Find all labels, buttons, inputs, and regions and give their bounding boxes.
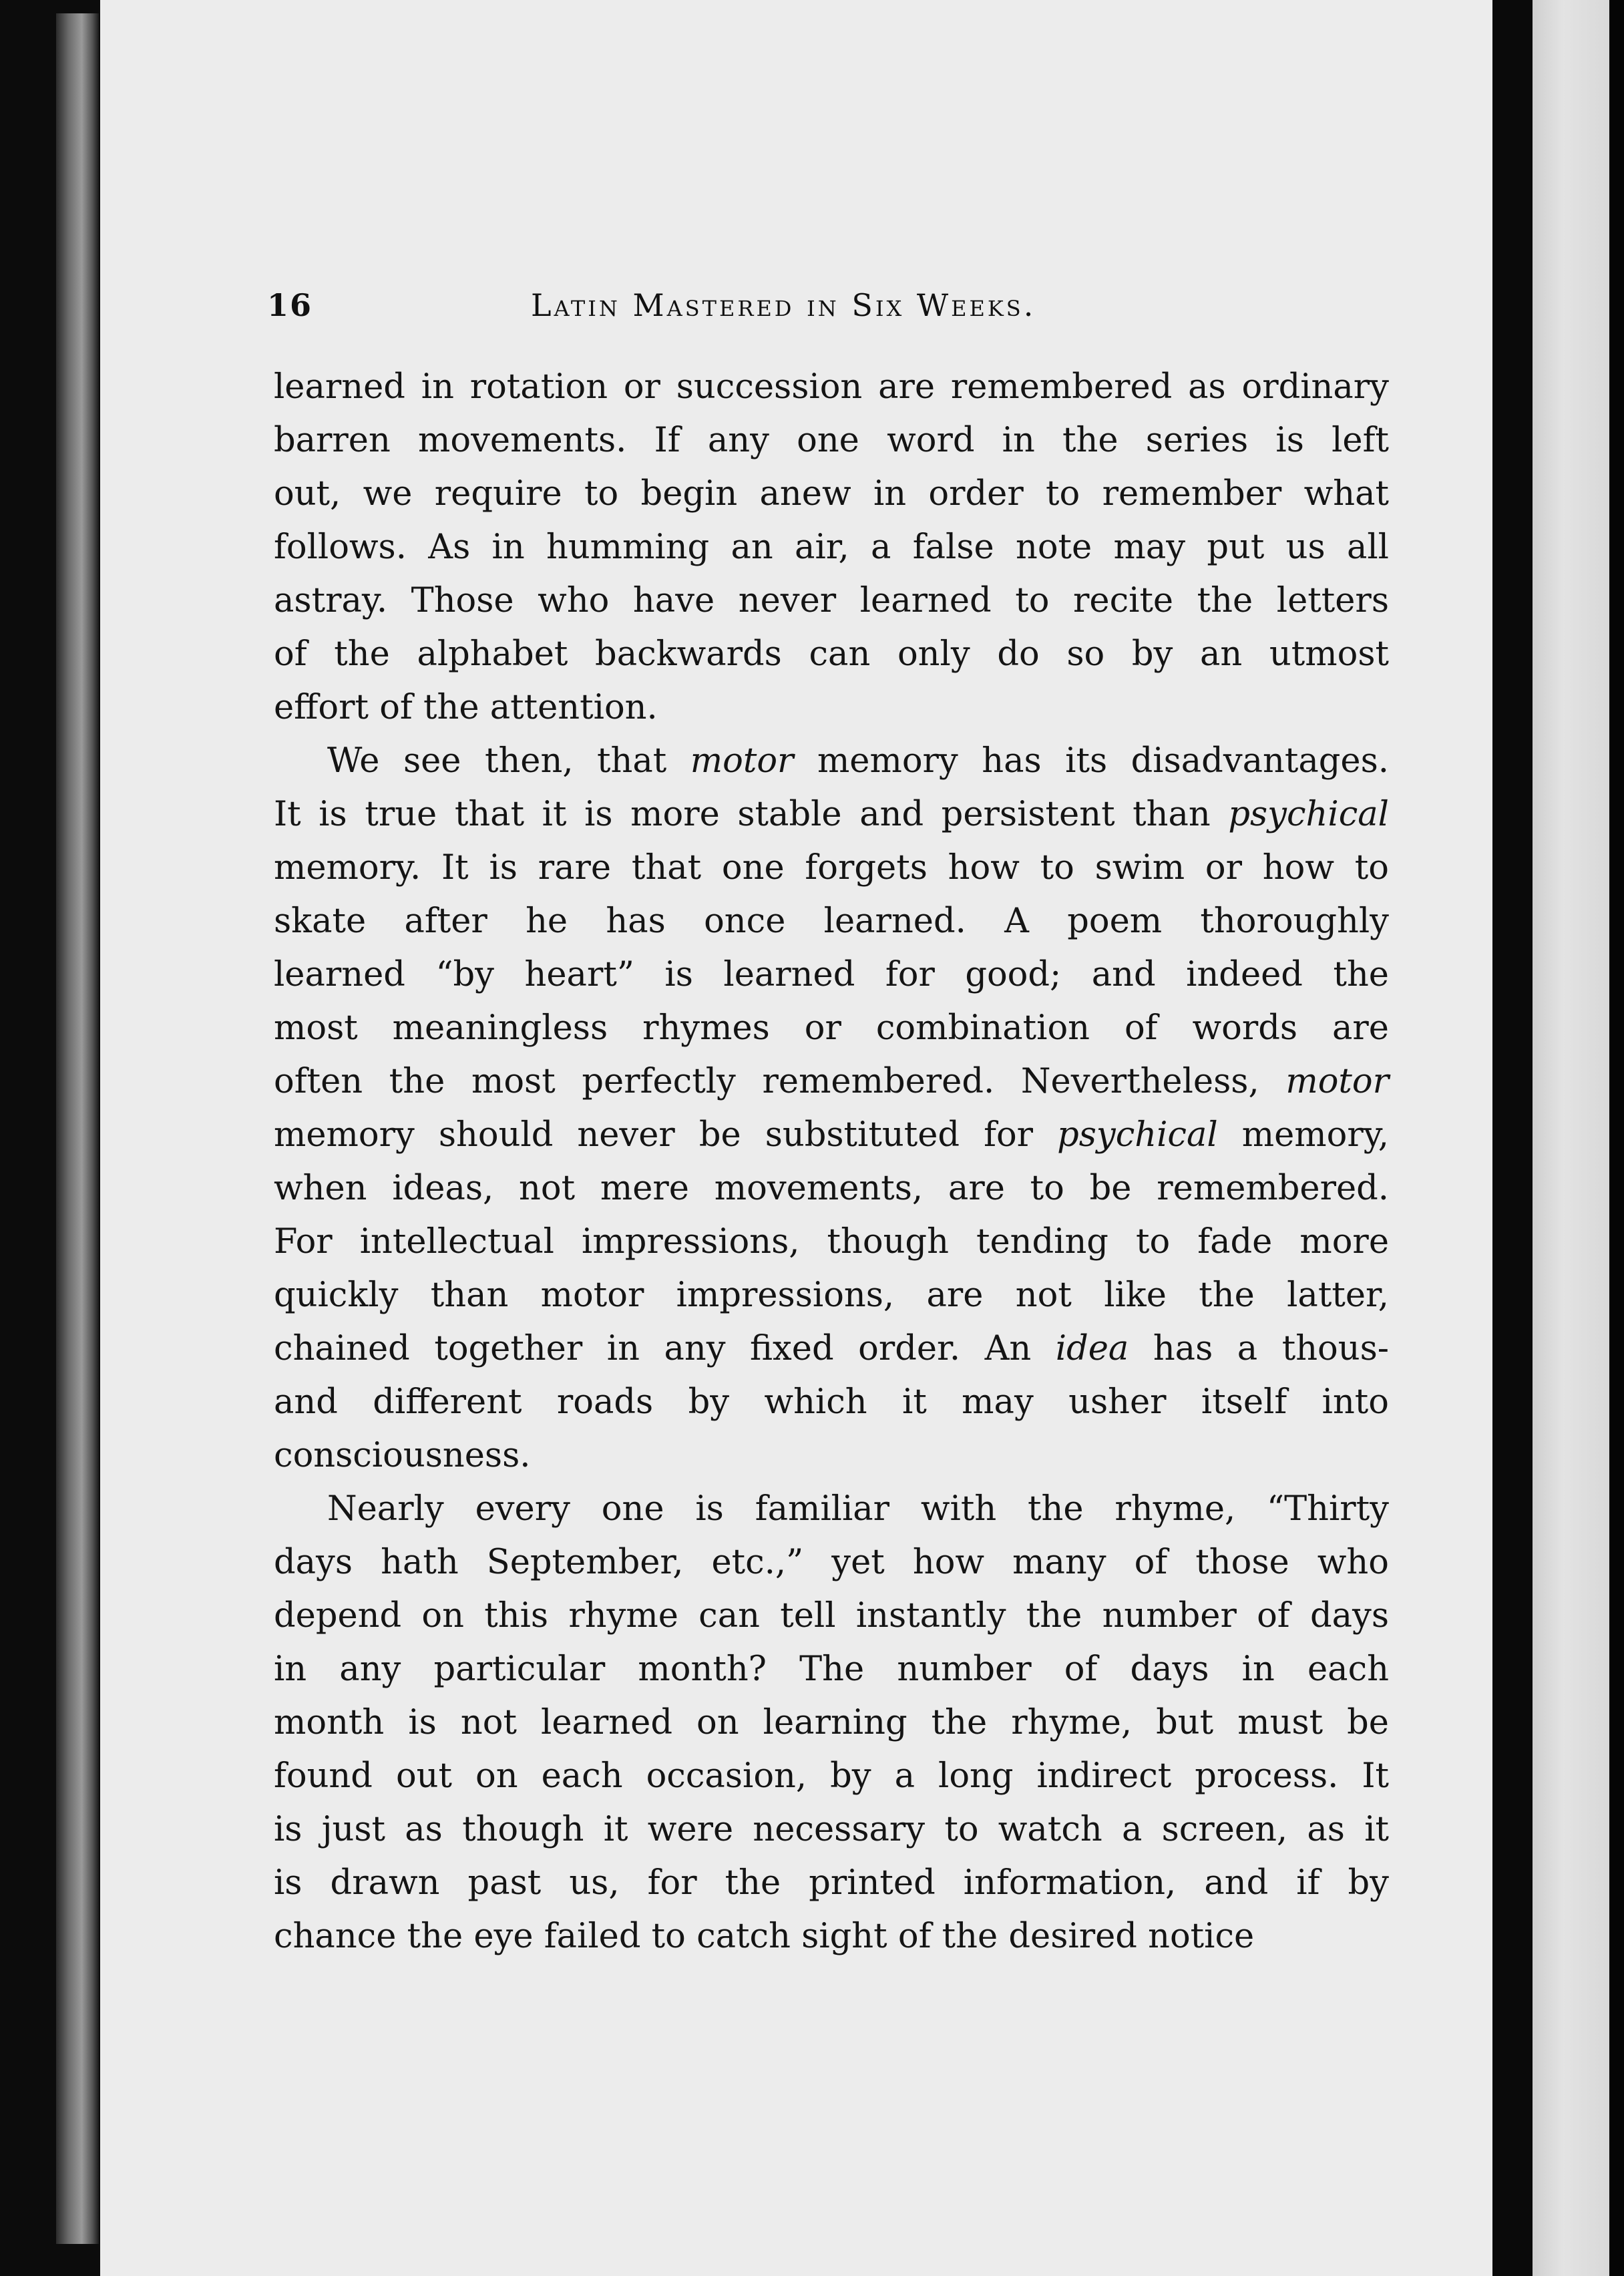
text-line [274, 788, 1389, 841]
text-segment: of the alphabet backwards can only do so by an utmost [274, 634, 1389, 674]
text-line [274, 414, 1389, 467]
text-line [274, 1109, 1389, 1162]
text-line [274, 628, 1389, 681]
text-segment: is just as though it were necessary to watch a screen, as it [274, 1810, 1389, 1849]
text-segment: is drawn past us, for the printed information, and if by [274, 1863, 1389, 1903]
italic-word: motor [690, 741, 794, 781]
text-segment: found out on each occasion, by a long indirect process. It [274, 1756, 1389, 1796]
text-segment: We see then, that [327, 741, 690, 781]
italic-word: motor [1285, 1062, 1389, 1101]
italic-word: idea [1055, 1329, 1129, 1368]
text-line [274, 1215, 1389, 1269]
text-segment: astray. Those who have never learned to recite the letters [274, 581, 1389, 620]
text-line [274, 895, 1389, 948]
text-segment: memory. It is rare that one forgets how to swim or how to [274, 848, 1389, 888]
page-number: 16 [267, 287, 313, 323]
text-segment: For intellectual impressions, though tending to fade more [274, 1222, 1389, 1262]
paragraph [274, 361, 1389, 735]
text-line [274, 1750, 1389, 1803]
text-segment: depend on this rhyme can tell instantly the number of days [274, 1596, 1389, 1636]
text-line [274, 1002, 1389, 1055]
text-segment: learned “by heart” is learned for good; and indeed the [274, 955, 1389, 994]
text-segment: month is not learned on learning the rhyme, but must be [274, 1703, 1389, 1742]
text-line [274, 681, 1389, 735]
text-segment: chance the eye failed to catch sight of the desired notice [274, 1917, 1255, 1956]
text-line [274, 521, 1389, 574]
italic-word: psychical [1228, 795, 1389, 834]
text-line [274, 361, 1389, 414]
text-line [274, 1162, 1389, 1215]
next-page-edge [1609, 0, 1624, 2276]
text-segment: skate after he has once learned. A poem thoroughly [274, 902, 1389, 941]
text-segment: memory should never be substituted for [274, 1115, 1058, 1155]
text-segment: It is true that it is more stable and persistent than [274, 795, 1229, 834]
text-line [274, 1910, 1389, 1963]
text-segment: out, we require to begin anew in order to remember what [274, 474, 1389, 514]
text-segment: barren movements. If any one word in the series is left [274, 421, 1389, 460]
text-line [274, 1803, 1389, 1857]
text-segment: Nearly every one is familiar with the rhyme, “Thirty [327, 1489, 1389, 1529]
page-stack-edge [56, 13, 99, 2244]
text-line [274, 1643, 1389, 1696]
text-segment: memory, [1217, 1115, 1389, 1155]
text-line [274, 1696, 1389, 1750]
text-segment: most meaningless rhymes or combination of words are [274, 1008, 1389, 1048]
text-line [274, 1376, 1389, 1429]
text-segment: follows. As in humming an air, a false note may put us all [274, 528, 1389, 567]
text-line [274, 574, 1389, 628]
text-segment: and different roads by which it may usher itself into [274, 1382, 1389, 1422]
text-segment: chained together in any fixed order. An [274, 1329, 1056, 1368]
text-segment: in any particular month? The number of days in each [274, 1650, 1389, 1689]
text-segment: when ideas, not mere movements, are to be remembered. [274, 1169, 1389, 1208]
paragraph [274, 1483, 1389, 1963]
text-line [274, 467, 1389, 521]
text-segment: effort of the attention. [274, 688, 658, 727]
text-segment: quickly than motor impressions, are not like the latter, [274, 1276, 1389, 1315]
text-segment: memory has its disadvantages. [793, 741, 1389, 781]
text-line [274, 948, 1389, 1002]
text-line [274, 1536, 1389, 1589]
text-line [274, 1857, 1389, 1910]
body-text [274, 361, 1389, 1963]
text-line [274, 1055, 1389, 1109]
text-line [274, 1269, 1389, 1322]
text-segment: consciousness. [274, 1436, 531, 1475]
paragraph [274, 735, 1389, 1483]
text-line [274, 1589, 1389, 1643]
text-line [274, 1322, 1389, 1376]
page-header [267, 287, 1389, 334]
text-segment: learned in rotation or succession are remembered as ordinary [274, 367, 1389, 407]
text-segment: days hath September, etc.,” yet how many of those who [274, 1543, 1389, 1582]
text-line [274, 1429, 1389, 1483]
text-segment: has a thous- [1129, 1329, 1389, 1368]
running-title: Latin Mastered in Six Weeks. [531, 287, 1036, 323]
text-line [274, 841, 1389, 895]
text-segment: often the most perfectly remembered. Nevertheless, [274, 1062, 1286, 1101]
italic-word: psychical [1057, 1115, 1218, 1155]
text-line [274, 1483, 1389, 1536]
text-line [274, 735, 1389, 788]
next-page-sliver [1533, 0, 1609, 2276]
